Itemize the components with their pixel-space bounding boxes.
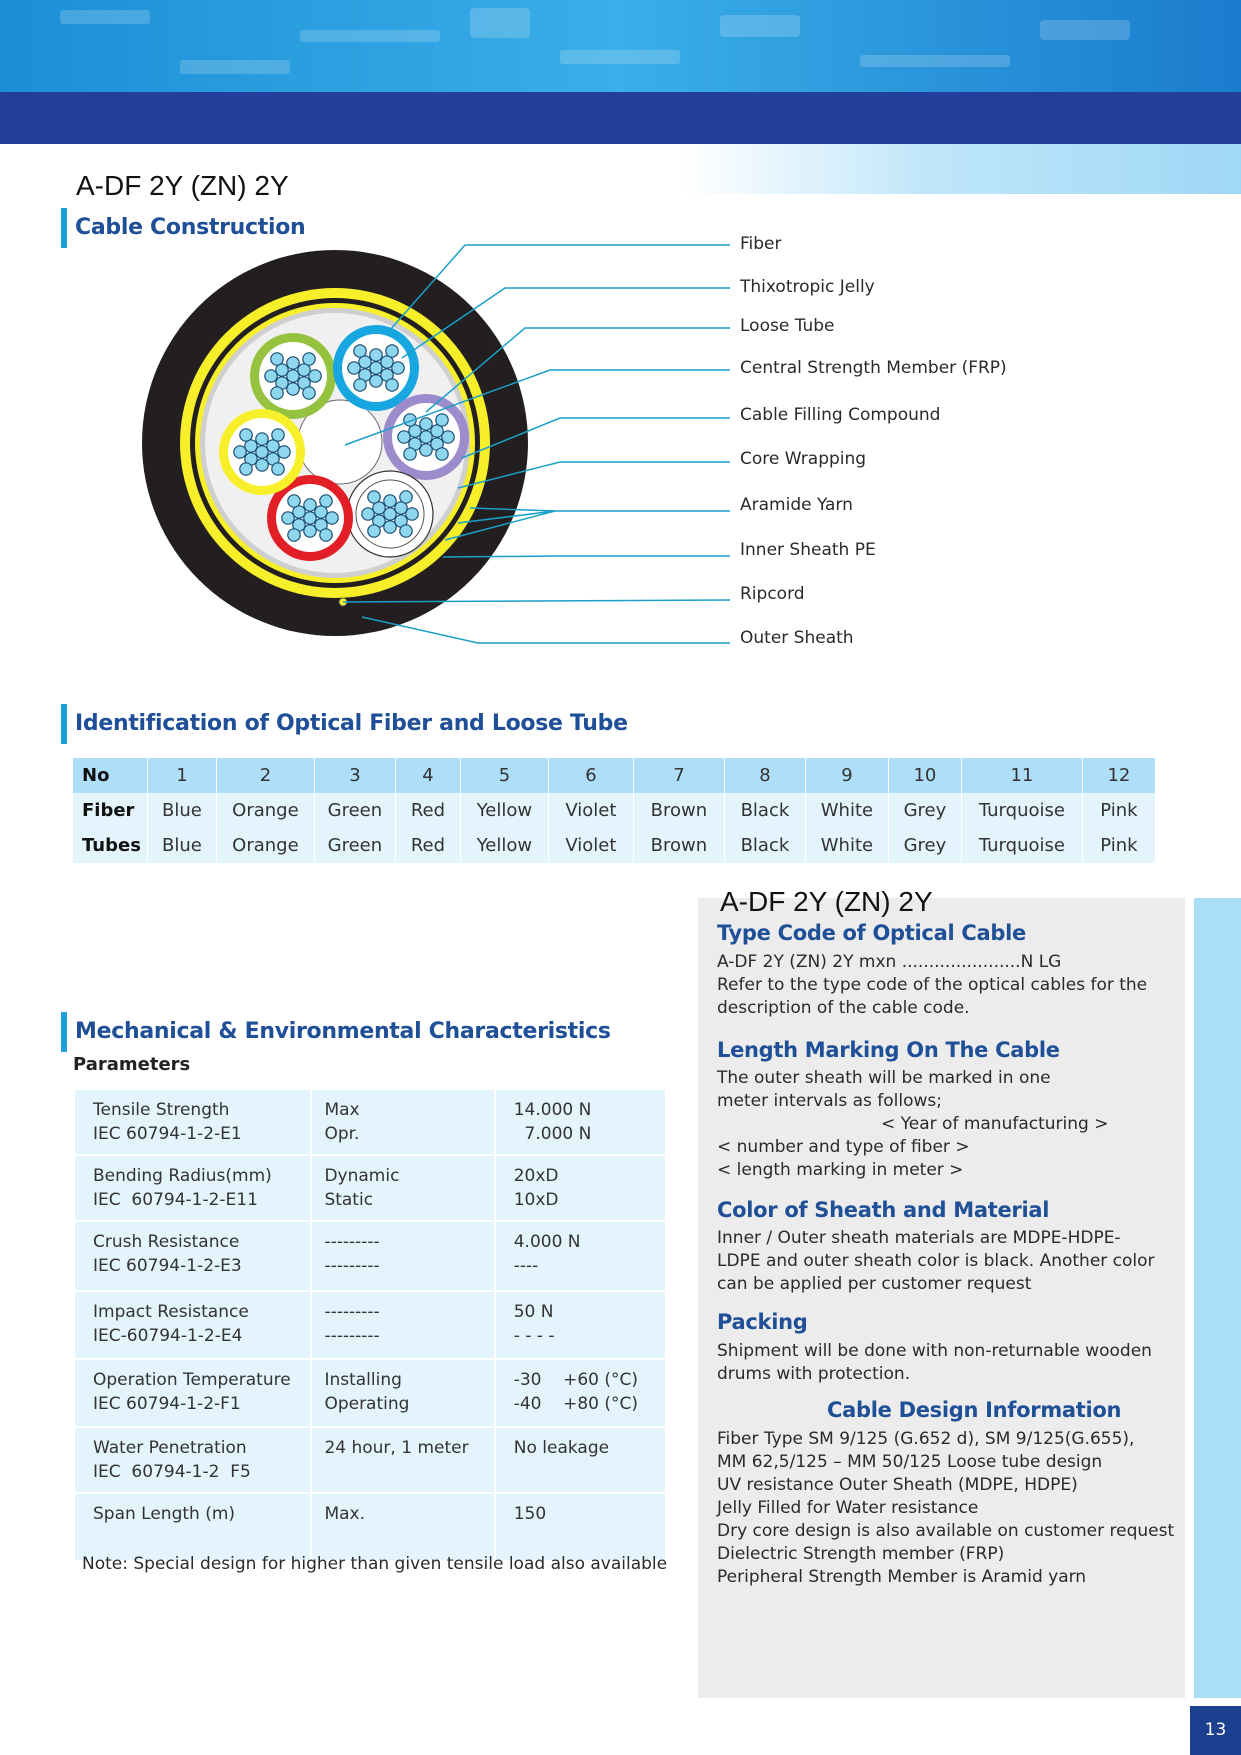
column-number: 12 [1083, 758, 1155, 793]
fiber-strand [384, 508, 396, 520]
fiber-strand [271, 353, 283, 365]
callout-outer-sheath: Outer Sheath [740, 628, 854, 648]
value-cell [495, 1291, 666, 1359]
fiber-color-cell: Pink [1083, 793, 1155, 828]
value-cell [495, 1221, 666, 1291]
type-code-heading: Type Code of Optical Cable [717, 921, 1026, 945]
tube-color-cell: Grey [889, 828, 961, 863]
value-cell [495, 1493, 666, 1561]
table-header-row [73, 758, 1155, 793]
parameter-cell [74, 1089, 311, 1155]
fiber-strand [287, 383, 299, 395]
design-text-6: Dielectric Strength member (FRP) [717, 1544, 1005, 1564]
fiber-color-cell: White [806, 793, 888, 828]
sheath-text-2: LDPE and outer sheath color is black. Another color [717, 1251, 1155, 1271]
value-cell [495, 1089, 666, 1155]
fiber-color-cell: Grey [889, 793, 961, 828]
length-text-2: meter intervals as follows; [717, 1091, 943, 1111]
callout-cable-filling-compound: Cable Filling Compound [740, 405, 941, 425]
design-text-4: Jelly Filled for Water resistance [717, 1498, 979, 1518]
parameters-subheading: Parameters [73, 1054, 191, 1075]
fiber-color-cell: Yellow [461, 793, 548, 828]
fiber-color-row [73, 793, 1155, 828]
tube-color-cell: Red [396, 828, 460, 863]
parameter-cell-line-2: IEC 60794-1-2-E1 [93, 1124, 242, 1144]
fiber-strand [304, 525, 316, 537]
fiber-strand [240, 463, 252, 475]
fiber-strand [386, 345, 398, 357]
fiber-strand [272, 429, 284, 441]
fiber-strand [392, 362, 404, 374]
callout-thixotropic-jelly: Thixotropic Jelly [740, 277, 875, 297]
condition-cell-line-1: Max [324, 1100, 360, 1120]
condition-cell [311, 1291, 494, 1359]
value-cell-line-2: -40 +80 (°C) [513, 1394, 639, 1414]
parameter-cell-line-1: Operation Temperature [93, 1370, 291, 1390]
condition-cell-line-2: Opr. [324, 1124, 360, 1144]
fiber-strand [287, 370, 299, 382]
design-text-2: MM 62,5/125 – MM 50/125 Loose tube design [717, 1452, 1103, 1472]
column-number: 5 [461, 758, 548, 793]
panel-title: A-DF 2Y (ZN) 2Y [720, 886, 933, 917]
side-accent-bar [1194, 898, 1241, 1698]
fiber-strand [303, 387, 315, 399]
value-cell-line-1: -30 +60 (°C) [513, 1370, 639, 1390]
tube-color-cell: White [806, 828, 888, 863]
callout-fiber: Fiber [740, 234, 782, 254]
length-marking-heading: Length Marking On The Cable [717, 1038, 1060, 1062]
fiber-strand [287, 357, 299, 369]
value-cell-line-2: - - - - [513, 1326, 555, 1346]
length-text-5: < length marking in meter > [717, 1160, 964, 1180]
design-text-3: UV resistance Outer Sheath (MDPE, HDPE) [717, 1475, 1078, 1495]
fiber-strand [370, 349, 382, 361]
fiber-strand [368, 491, 380, 503]
fiber-strand [398, 431, 410, 443]
product-title: A-DF 2Y (ZN) 2Y [76, 170, 289, 201]
design-text-1: Fiber Type SM 9/125 (G.652 d), SM 9/125(G.655), [717, 1429, 1135, 1449]
fiber-strand [234, 446, 246, 458]
fiber-strand [240, 429, 252, 441]
callout-ripcord: Ripcord [740, 584, 805, 604]
fiber-strand [384, 521, 396, 533]
condition-cell-line-2: Static [324, 1190, 374, 1210]
no-label: No [73, 758, 147, 793]
value-cell-line-2: 10xD [513, 1190, 559, 1210]
tube-color-cell: Black [725, 828, 805, 863]
header-banner [0, 0, 1241, 195]
condition-cell-line-2: Operating [324, 1394, 410, 1414]
tube-color-cell: Orange [217, 828, 314, 863]
parameter-cell [74, 1291, 311, 1359]
fiber-color-cell: Turquoise [962, 793, 1082, 828]
fiber-strand [368, 525, 380, 537]
fiber-strand [309, 370, 321, 382]
packing-text-2: drums with protection. [717, 1364, 911, 1384]
fiber-strand [420, 444, 432, 456]
fiber-strand [436, 448, 448, 460]
callout-core-wrapping: Core Wrapping [740, 449, 867, 469]
column-number: 11 [962, 758, 1082, 793]
design-text-7: Peripheral Strength Member is Aramid yarn [717, 1567, 1087, 1587]
condition-cell-line-1: 24 hour, 1 meter [324, 1438, 469, 1458]
fiber-strand [288, 529, 300, 541]
column-number: 2 [217, 758, 314, 793]
parameter-cell [74, 1427, 311, 1493]
tubes-label: Tubes [73, 828, 147, 863]
table-row [74, 1089, 666, 1155]
fiber-tube-color-table [72, 758, 1156, 863]
condition-cell [311, 1221, 494, 1291]
condition-cell [311, 1155, 494, 1221]
column-number: 1 [148, 758, 216, 793]
column-number: 8 [725, 758, 805, 793]
parameter-cell-line-2: IEC-60794-1-2-E4 [93, 1326, 243, 1346]
parameter-cell-line-2: IEC 60794-1-2-E11 [93, 1190, 258, 1210]
fiber-strand [370, 375, 382, 387]
mechanical-heading: Mechanical & Environmental Characteristics [61, 1012, 611, 1052]
fiber-strand [420, 418, 432, 430]
fiber-strand [326, 512, 338, 524]
fiber-strand [362, 508, 374, 520]
fiber-strand [256, 459, 268, 471]
parameter-cell [74, 1155, 311, 1221]
condition-cell-line-1: Installing [324, 1370, 402, 1390]
fiber-strand [271, 387, 283, 399]
parameter-cell-line-2: IEC 60794-1-2-F1 [93, 1394, 241, 1414]
parameter-cell-line-1: Crush Resistance [93, 1232, 240, 1252]
table-row [74, 1291, 666, 1359]
value-cell [495, 1359, 666, 1427]
fiber-strand [303, 353, 315, 365]
length-text-1: The outer sheath will be marked in one [717, 1068, 1051, 1088]
fiber-strand [354, 379, 366, 391]
fiber-color-cell: Blue [148, 793, 216, 828]
callout-loose-tube: Loose Tube [740, 316, 835, 336]
fiber-strand [320, 529, 332, 541]
packing-heading: Packing [717, 1310, 808, 1334]
mechanical-characteristics-table [73, 1088, 667, 1562]
fiber-strand [265, 370, 277, 382]
column-number: 3 [315, 758, 395, 793]
parameter-cell [74, 1221, 311, 1291]
value-cell-line-1: 4.000 N [513, 1232, 581, 1252]
fiber-strand [400, 525, 412, 537]
fiber-strand [304, 499, 316, 511]
parameter-cell [74, 1493, 311, 1561]
value-cell-line-1: 14.000 N [513, 1100, 592, 1120]
sheath-text-1: Inner / Outer sheath materials are MDPE-HDPE- [717, 1228, 1121, 1248]
tensile-note: Note: Special design for higher than given tensile load also available [82, 1554, 668, 1574]
length-text-3: < Year of manufacturing > [881, 1114, 1109, 1134]
value-cell-line-1: 50 N [513, 1302, 554, 1322]
table-row [74, 1427, 666, 1493]
fiber-strand [354, 345, 366, 357]
value-cell-line-1: 20xD [513, 1166, 559, 1186]
fiber-strand [320, 495, 332, 507]
fiber-color-cell: Orange [217, 793, 314, 828]
parameter-cell-line-1: Impact Resistance [93, 1302, 249, 1322]
fiber-strand [400, 491, 412, 503]
table-row [74, 1359, 666, 1427]
tube-color-cell: Brown [634, 828, 724, 863]
condition-cell-line-1: Dynamic [324, 1166, 400, 1186]
condition-cell [311, 1089, 494, 1155]
callout-aramide-yarn: Aramide Yarn [740, 495, 853, 515]
condition-cell [311, 1493, 494, 1561]
condition-cell [311, 1427, 494, 1493]
parameter-cell-line-1: Bending Radius(mm) [93, 1166, 272, 1186]
fiber-strand [370, 362, 382, 374]
fiber-strand [436, 414, 448, 426]
callout-central-strength-member: Central Strength Member (FRP) [740, 358, 1007, 378]
type-code-text-1: Refer to the type code of the optical cables for the [717, 975, 1148, 995]
fiber-color-cell: Brown [634, 793, 724, 828]
parameter-cell [74, 1359, 311, 1427]
column-number: 7 [634, 758, 724, 793]
value-cell [495, 1427, 666, 1493]
packing-text-1: Shipment will be done with non-returnable wooden [717, 1341, 1152, 1361]
condition-cell-line-2: --------- [324, 1326, 380, 1346]
value-cell-line-2: 7.000 N [513, 1124, 592, 1144]
column-number: 4 [396, 758, 460, 793]
callout-inner-sheath: Inner Sheath PE [740, 540, 876, 560]
parameter-cell-line-1: Water Penetration [93, 1438, 247, 1458]
fiber-strand [384, 495, 396, 507]
type-code-line: A-DF 2Y (ZN) 2Y mxn ......................N LG [717, 952, 1062, 972]
column-number: 9 [806, 758, 888, 793]
tube-color-cell: Pink [1083, 828, 1155, 863]
page-number: 13 [1190, 1706, 1241, 1755]
fiber-strand [256, 433, 268, 445]
condition-cell-line-1: Max. [324, 1504, 365, 1524]
column-number: 10 [889, 758, 961, 793]
fiber-strand [420, 431, 432, 443]
fiber-strand [256, 446, 268, 458]
fiber-strand [404, 448, 416, 460]
fiber-color-cell: Black [725, 793, 805, 828]
value-cell [495, 1155, 666, 1221]
fiber-color-cell: Green [315, 793, 395, 828]
length-text-4: < number and type of fiber > [717, 1137, 970, 1157]
sheath-text-3: can be applied per customer request [717, 1274, 1032, 1294]
type-code-text-2: description of the cable code. [717, 998, 970, 1018]
fiber-strand [406, 508, 418, 520]
parameter-cell-line-2: IEC 60794-1-2-E3 [93, 1256, 242, 1276]
tube-color-cell: Violet [549, 828, 633, 863]
tube-color-cell: Turquoise [962, 828, 1082, 863]
tube-color-cell: Green [315, 828, 395, 863]
table-row [74, 1493, 666, 1561]
design-info-heading: Cable Design Information [827, 1398, 1122, 1422]
condition-cell-line-1: --------- [324, 1302, 380, 1322]
table-row [74, 1221, 666, 1291]
fiber-color-cell: Red [396, 793, 460, 828]
identification-heading: Identification of Optical Fiber and Loose Tube [61, 704, 628, 744]
fiber-strand [282, 512, 294, 524]
tube-color-row [73, 828, 1155, 863]
fiber-color-cell: Violet [549, 793, 633, 828]
parameter-cell-line-2: IEC 60794-1-2 F5 [93, 1462, 251, 1482]
fiber-strand [278, 446, 290, 458]
cable-construction-heading: Cable Construction [61, 208, 305, 248]
value-cell-line-2: ---- [513, 1256, 539, 1276]
column-number: 6 [549, 758, 633, 793]
condition-cell [311, 1359, 494, 1427]
fiber-strand [442, 431, 454, 443]
table-row [74, 1155, 666, 1221]
value-cell-line-1: 150 [513, 1504, 547, 1524]
parameter-cell-line-1: Tensile Strength [93, 1100, 230, 1120]
cable-cross-section-diagram [140, 240, 740, 660]
fiber-strand [304, 512, 316, 524]
condition-cell-line-2: --------- [324, 1256, 380, 1276]
fiber-strand [348, 362, 360, 374]
fiber-strand [288, 495, 300, 507]
fiber-label: Fiber [73, 793, 147, 828]
value-cell-line-1: No leakage [513, 1438, 610, 1458]
tube-color-cell: Blue [148, 828, 216, 863]
design-text-5: Dry core design is also available on customer request [717, 1521, 1175, 1541]
sheath-color-heading: Color of Sheath and Material [717, 1198, 1050, 1222]
fiber-strand [272, 463, 284, 475]
tube-color-cell: Yellow [461, 828, 548, 863]
parameter-cell-line-1: Span Length (m) [93, 1504, 236, 1524]
fiber-strand [386, 379, 398, 391]
condition-cell-line-1: --------- [324, 1232, 380, 1252]
